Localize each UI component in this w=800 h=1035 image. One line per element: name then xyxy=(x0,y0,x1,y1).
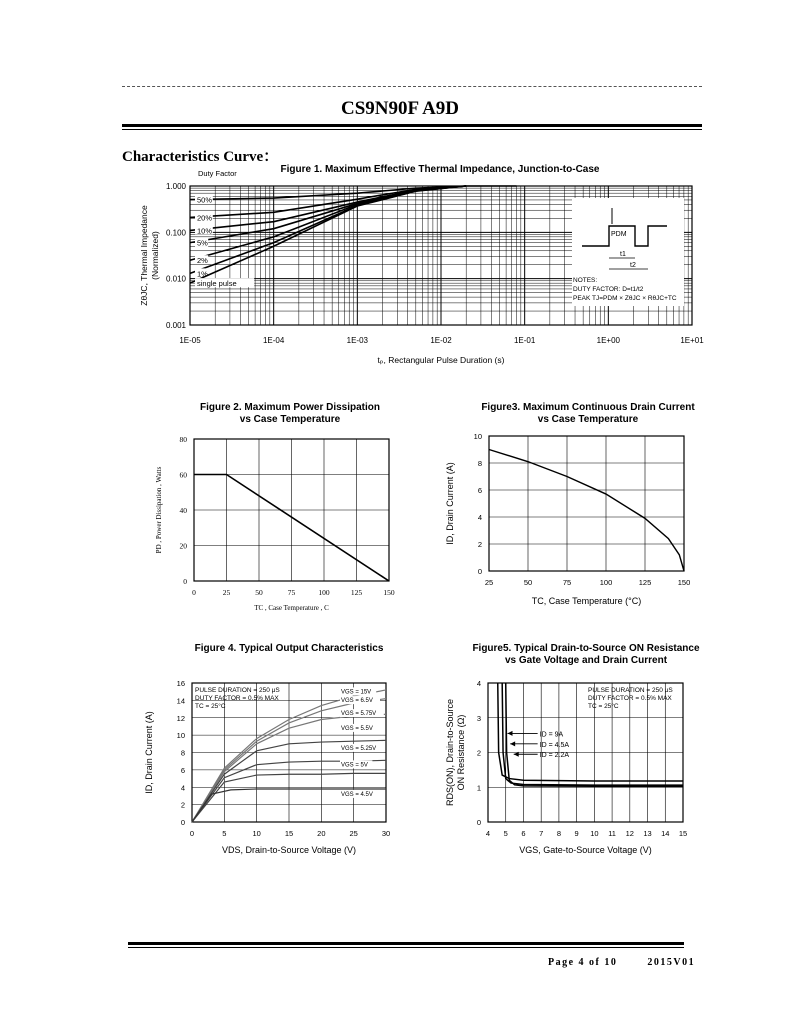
y-tick-label: 6 xyxy=(477,486,482,495)
figure-subtitle: vs Case Temperature xyxy=(239,414,341,425)
y-tick-label: 20 xyxy=(179,541,187,551)
series-label: ID = 9A xyxy=(539,731,564,739)
series-label: VGS = 4.5V xyxy=(341,791,373,798)
page-number: Page 4 of 10 xyxy=(548,957,618,968)
x-tick-label: 1E+00 xyxy=(596,336,621,345)
figure-title: Figure 2. Maximum Power Dissipation xyxy=(199,402,381,413)
x-tick-label: 14 xyxy=(661,829,670,838)
y-axis-label-2: ON Resistance (Ω) xyxy=(456,714,466,791)
x-tick-label: 15 xyxy=(678,829,688,838)
y-tick-label: 10 xyxy=(176,731,185,741)
x-tick-label: 75 xyxy=(562,578,572,587)
x-tick-label: 5 xyxy=(222,829,227,838)
y-tick-label: 0 xyxy=(476,818,481,827)
x-tick-label: 150 xyxy=(677,578,691,587)
x-tick-label: 13 xyxy=(643,829,652,838)
series-label: 50% xyxy=(197,195,213,205)
fig3-frame xyxy=(489,436,684,571)
x-tick-label: 1E-01 xyxy=(513,336,536,345)
y-tick-label: 8 xyxy=(180,748,185,758)
x-tick-label: 100 xyxy=(599,578,613,587)
section-heading: Characteristics Curve： xyxy=(122,149,279,165)
figure-4-output-characteristics xyxy=(144,643,390,855)
y-tick-label: 40 xyxy=(179,506,187,515)
y-tick-label: 4 xyxy=(476,679,481,688)
x-tick-label: 8 xyxy=(556,829,561,838)
x-tick-label: 125 xyxy=(638,578,652,587)
chart-note: TC = 25°C xyxy=(195,703,226,710)
x-axis-label: TC, Case Temperature (°C) xyxy=(531,596,642,606)
series-label: VGS = 5V xyxy=(341,762,368,769)
x-tick-label: 1E-02 xyxy=(430,336,452,345)
y-tick-label: 0.100 xyxy=(165,228,186,238)
y-axis-label: ID, Drain Current (A) xyxy=(144,711,154,794)
footer-divider-thin xyxy=(128,947,684,948)
x-tick-label: 9 xyxy=(574,829,579,838)
x-tick-label: 1E-03 xyxy=(346,336,369,345)
chart-note: DUTY FACTOR = 0.5% MAX xyxy=(195,695,279,702)
x-axis-label: VDS, Drain-to-Source Voltage (V) xyxy=(221,845,357,855)
inset-label: t2 xyxy=(630,262,636,269)
x-tick-label: 11 xyxy=(608,829,616,838)
series-label: VGS = 5.25V xyxy=(341,745,377,752)
inset-label: t1 xyxy=(620,251,626,258)
series-label: single pulse xyxy=(197,279,237,289)
series-label: VGS = 15V xyxy=(341,689,372,696)
x-tick-label: 10 xyxy=(252,829,261,838)
inset-label: PDM xyxy=(611,231,627,238)
x-tick-label: 6 xyxy=(521,829,526,838)
y-tick-label: 80 xyxy=(179,435,187,444)
x-axis-label: tₚ, Rectangular Pulse Duration (s) xyxy=(377,355,505,365)
x-tick-label: 7 xyxy=(539,829,544,838)
x-tick-label: 0 xyxy=(192,588,196,597)
figure-title: Figure 4. Typical Output Characteristics xyxy=(194,643,384,654)
page-footer xyxy=(548,957,695,968)
figure-subtitle: vs Gate Voltage and Drain Current xyxy=(504,655,668,666)
x-tick-label: 1E+01 xyxy=(680,336,704,345)
series-label: VGS = 5.5V xyxy=(341,725,373,732)
y-axis-label: ID, Drain Current (A) xyxy=(445,462,455,545)
series-label: 10% xyxy=(197,226,213,236)
y-tick-label: 0.010 xyxy=(165,274,186,284)
y-axis-label-2: (Normalized) xyxy=(150,231,160,280)
y-tick-label: 12 xyxy=(176,713,185,723)
arrow-head xyxy=(508,731,513,736)
x-tick-label: 12 xyxy=(625,829,634,838)
y-tick-label: 0.001 xyxy=(165,321,186,330)
y-tick-label: 0 xyxy=(477,567,482,576)
version-label: 2015V01 xyxy=(647,957,696,968)
series-label: ID = 2.2A xyxy=(539,752,570,760)
figure-5-on-resistance xyxy=(445,643,700,855)
y-tick-label: 16 xyxy=(176,679,185,688)
y-tick-label: 4 xyxy=(180,783,185,793)
x-tick-label: 0 xyxy=(189,829,195,838)
figure-2-power-dissipation xyxy=(155,402,395,612)
y-tick-label: 2 xyxy=(476,748,481,758)
figure-3-drain-current xyxy=(445,402,695,606)
series-label: VGS = 6.5V xyxy=(341,698,373,705)
y-tick-label: 1 xyxy=(476,783,481,793)
y-tick-label: 1.000 xyxy=(165,182,186,191)
x-tick-label: 75 xyxy=(287,588,296,597)
series-label: VGS = 5.75V xyxy=(341,711,377,718)
figure-1-thermal-impedance xyxy=(139,164,704,365)
figure-title: Figure5. Typical Drain-to-Source ON Resistance xyxy=(472,643,700,654)
series-label: 5% xyxy=(197,238,208,248)
series-line xyxy=(190,186,466,260)
x-axis-label: TC , Case Temperature , C xyxy=(254,604,329,612)
chart-note: TC = 25°C xyxy=(588,703,619,710)
chart-note: PULSE DURATION = 250 μS xyxy=(195,687,280,694)
y-axis-label: ZθJC, Thermal Impedance xyxy=(139,205,149,306)
x-tick-label: 15 xyxy=(284,829,294,838)
footer-divider xyxy=(128,942,684,945)
legend-title: Duty Factor xyxy=(198,169,237,178)
x-tick-label: 4 xyxy=(485,829,491,838)
y-tick-label: 4 xyxy=(477,513,482,522)
x-tick-label: 30 xyxy=(381,829,391,838)
x-tick-label: 25 xyxy=(222,588,231,597)
figure-title: Figure 1. Maximum Effective Thermal Impedance, Junction-to-Case xyxy=(280,164,600,175)
series-label: 1% xyxy=(197,269,208,279)
x-tick-label: 1E-05 xyxy=(179,336,201,345)
x-tick-label: 10 xyxy=(590,829,599,838)
x-tick-label: 50 xyxy=(523,578,533,587)
x-tick-label: 25 xyxy=(349,829,358,838)
y-tick-label: 6 xyxy=(180,765,185,775)
chart-note: DUTY FACTOR = 0.5% MAX xyxy=(588,695,672,702)
x-tick-label: 100 xyxy=(318,588,330,597)
series-label: ID = 4.5A xyxy=(539,741,570,749)
x-tick-label: 1E-04 xyxy=(262,336,285,345)
x-tick-label: 20 xyxy=(317,829,326,838)
y-tick-label: 14 xyxy=(176,696,185,706)
y-tick-label: 0 xyxy=(180,818,185,827)
y-tick-label: 60 xyxy=(179,470,187,480)
x-tick-label: 150 xyxy=(383,588,395,597)
y-tick-label: 0 xyxy=(183,577,187,586)
y-tick-label: 8 xyxy=(477,459,482,468)
document-title: CS9N90F A9D xyxy=(340,98,460,119)
x-tick-label: 125 xyxy=(350,588,363,597)
arrow-head xyxy=(510,741,515,746)
x-tick-label: 5 xyxy=(503,829,508,838)
figure-title: Figure3. Maximum Continuous Drain Current xyxy=(481,402,695,413)
y-tick-label: 2 xyxy=(477,540,482,549)
y-tick-label: 3 xyxy=(476,713,481,723)
y-axis-label: RDS(ON), Drain-to-Source xyxy=(445,698,455,807)
inset-note: PEAK TJ=PDM × ZθJC × RθJC+TC xyxy=(573,295,677,302)
figure-subtitle: vs Case Temperature xyxy=(537,414,639,425)
inset-note: DUTY FACTOR: D=t1/t2 xyxy=(573,286,644,293)
x-tick-label: 25 xyxy=(484,578,494,587)
y-tick-label: 10 xyxy=(473,432,482,441)
series-label: 20% xyxy=(197,213,213,223)
series-label: 2% xyxy=(197,256,208,266)
y-tick-label: 2 xyxy=(180,800,185,810)
series-line xyxy=(190,186,466,230)
x-tick-label: 50 xyxy=(255,588,263,597)
series-line xyxy=(489,450,684,572)
y-axis-label: PD , Power Dissipation , Watts xyxy=(155,466,163,554)
inset-note: NOTES: xyxy=(573,277,598,284)
chart-note: PULSE DURATION = 250 μS xyxy=(588,687,673,694)
x-axis-label: VGS, Gate-to-Source Voltage (V) xyxy=(519,845,652,855)
